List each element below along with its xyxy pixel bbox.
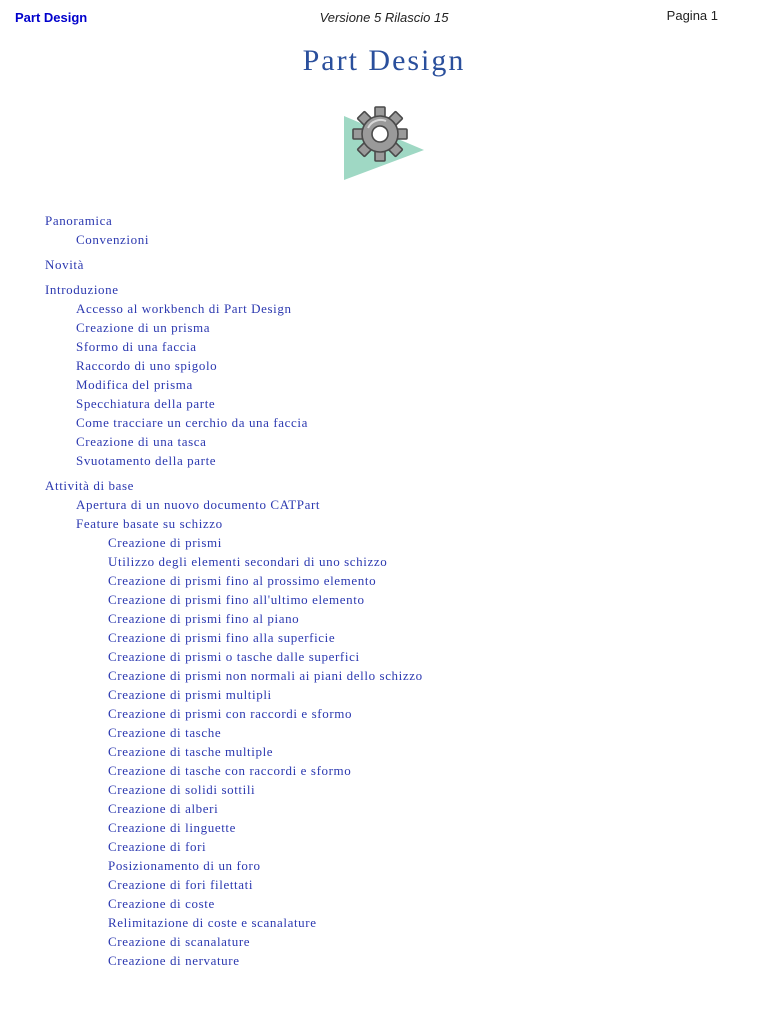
toc-item[interactable]: Relimitazione di coste e scanalature: [108, 915, 317, 930]
toc-item[interactable]: Creazione di nervature: [108, 953, 240, 968]
toc-item[interactable]: Creazione di tasche con raccordi e sformo: [108, 763, 352, 778]
page-header: [0, 8, 768, 28]
toc-item[interactable]: Apertura di un nuovo documento CATPart: [76, 497, 321, 512]
part-design-logo: [340, 102, 430, 184]
toc-item[interactable]: Utilizzo degli elementi secondari di uno schizzo: [108, 554, 388, 569]
toc-item[interactable]: Creazione di prismi multipli: [108, 687, 272, 702]
toc-item[interactable]: Svuotamento della parte: [76, 453, 217, 468]
toc-item[interactable]: Introduzione: [45, 282, 119, 297]
toc-item[interactable]: Creazione di prismi non normali ai piani dello schizzo: [108, 668, 423, 683]
page-title: Part Design: [302, 44, 466, 77]
toc-item[interactable]: Creazione di prismi fino al piano: [108, 611, 300, 626]
toc-item[interactable]: Creazione di prismi: [108, 535, 222, 550]
toc-item[interactable]: Creazione di prismi fino all'ultimo elemento: [108, 592, 365, 607]
toc-item[interactable]: Specchiatura della parte: [76, 396, 216, 411]
toc-item[interactable]: Creazione di prismi fino alla superficie: [108, 630, 336, 645]
toc-item[interactable]: Raccordo di uno spigolo: [76, 358, 218, 373]
toc-item[interactable]: Creazione di prismi fino al prossimo elemento: [108, 573, 377, 588]
toc-item[interactable]: Feature basate su schizzo: [76, 516, 223, 531]
toc-item[interactable]: Creazione di prismi o tasche dalle superfici: [108, 649, 360, 664]
header-page-number: Pagina 1: [666, 8, 718, 23]
toc-item[interactable]: Convenzioni: [76, 232, 150, 247]
toc-item[interactable]: Creazione di tasche multiple: [108, 744, 274, 759]
header-version: Versione 5 Rilascio 15: [319, 10, 449, 25]
gear-icon: [340, 102, 430, 184]
toc-item[interactable]: Attività di base: [45, 478, 135, 493]
toc-item[interactable]: Creazione di solidi sottili: [108, 782, 256, 797]
toc-item[interactable]: Creazione di linguette: [108, 820, 236, 835]
toc-item[interactable]: Panoramica: [45, 213, 113, 228]
toc-item[interactable]: Creazione di fori: [108, 839, 207, 854]
toc-item[interactable]: Novità: [45, 257, 84, 272]
header-part-design-link[interactable]: Part Design: [15, 10, 88, 25]
toc-item[interactable]: Creazione di tasche: [108, 725, 222, 740]
toc-item[interactable]: Creazione di scanalature: [108, 934, 251, 949]
toc-item[interactable]: Creazione di una tasca: [76, 434, 207, 449]
toc-item[interactable]: Accesso al workbench di Part Design: [76, 301, 292, 316]
toc-item[interactable]: Creazione di prismi con raccordi e sformo: [108, 706, 353, 721]
toc-item[interactable]: Modifica del prisma: [76, 377, 193, 392]
toc-item[interactable]: Creazione di alberi: [108, 801, 219, 816]
toc-item[interactable]: Come tracciare un cerchio da una faccia: [76, 415, 308, 430]
toc-item[interactable]: Creazione di coste: [108, 896, 215, 911]
toc-item[interactable]: Creazione di un prisma: [76, 320, 211, 335]
toc-item[interactable]: Posizionamento di un foro: [108, 858, 261, 873]
toc-item[interactable]: Creazione di fori filettati: [108, 877, 254, 892]
toc-item[interactable]: Sformo di una faccia: [76, 339, 197, 354]
